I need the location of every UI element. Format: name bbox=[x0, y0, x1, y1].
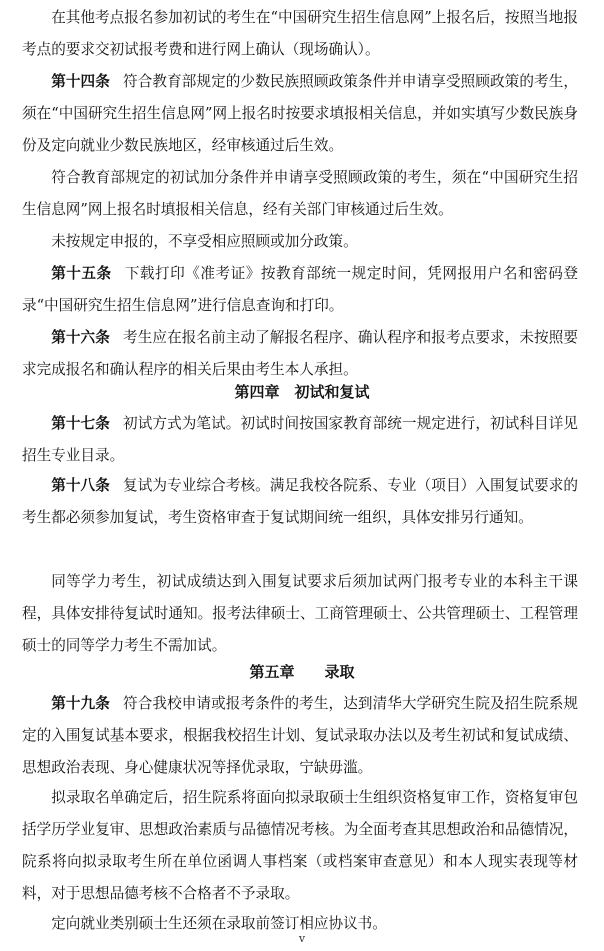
paragraph-text: 未按规定申报的，不享受相应照顾或加分政策。 bbox=[51, 233, 358, 250]
paragraph-text: 符合教育部规定的初试加分条件并申请享受照顾政策的考生，须在“中国研究生招生信息网”网上报名时填报相关信息，经有关部门审核通过后生效。 bbox=[22, 169, 578, 218]
article-number: 第十四条 bbox=[51, 73, 110, 90]
article-number: 第十六条 bbox=[51, 329, 110, 346]
chapter-5-heading: 第五章 录取 bbox=[249, 663, 355, 681]
article-number: 第十八条 bbox=[51, 477, 110, 494]
article-15 bbox=[22, 258, 578, 322]
paragraph-text: 下载打印《准考证》按教育部统一规定时间，凭网报用户名和密码登录“中国研究生招生信息网”进行信息查询和打印。 bbox=[22, 265, 578, 314]
paragraph-text: 考生应在报名前主动了解报名程序、确认程序和报考点要求，未按照要求完成报名和确认程序的相关后果由考生本人承担。 bbox=[22, 329, 578, 378]
paragraph-text: 同等学力考生，初试成绩达到入围复试要求后须加试两门报考专业的本科主干课程，具体安排待复试时通知。报考法律硕士、工商管理硕士、公共管理硕士、工程管理硕士的同等学力考生不需加试。 bbox=[22, 573, 578, 654]
page-number: v bbox=[298, 932, 306, 945]
paragraph-text: 定向就业类别硕士生还须在录取前签订相应协议书。 bbox=[51, 915, 387, 932]
paragraph-text: 拟录取名单确定后，招生院系将面向拟录取硕士生组织资格复审工作，资格复审包括学历学业复审、思想政治素质与品德情况考核。为全面考查其思想政治和品德情况，院系将向拟录取考生所在单位函调人事档案（或档案审查意见）和本人现实表现等材料，对于思想品德考核不合格者不予录取。 bbox=[22, 789, 578, 902]
article-number: 第十七条 bbox=[51, 415, 110, 432]
paragraph-text: 符合我校申请或报考条件的考生，达到清华大学研究生院及招生院系规定的入围复试基本要求，根据我校招生计划、复试录取办法以及考生初试和复试成绩、思想政治表现、身心健康状况等择优录取，宁缺毋滥。 bbox=[22, 695, 578, 776]
paragraph-qualification-review bbox=[22, 782, 578, 910]
paragraph-bonus-points bbox=[22, 162, 578, 226]
paragraph-equivalent-applicants bbox=[22, 566, 578, 662]
paragraph-text: 复试为专业综合考核。满足我校各院系、专业（项目）入围复试要求的考生都必须参加复试，考生资格审查于复试期间统一组织，具体安排另行通知。 bbox=[22, 477, 578, 526]
paragraph-registration-other-sites bbox=[22, 2, 578, 66]
article-17 bbox=[22, 408, 578, 472]
article-14 bbox=[22, 66, 578, 162]
paragraph-no-policy bbox=[22, 226, 578, 258]
paragraph-text: 初试方式为笔试。初试时间按国家教育部统一规定进行，初试科目详见招生专业目录。 bbox=[22, 415, 578, 464]
article-19 bbox=[22, 688, 578, 784]
chapter-4-heading: 第四章 初试和复试 bbox=[234, 383, 370, 401]
paragraph-text: 符合教育部规定的少数民族照顾政策条件并申请享受照顾政策的考生，须在“中国研究生招生信息网”网上报名时按要求填报相关信息，并如实填写少数民族身份及定向就业少数民族地区，经审核通过后生效。 bbox=[22, 73, 578, 154]
paragraph-text: 在其他考点报名参加初试的考生在“中国研究生招生信息网”上报名后，按照当地报考点的要求交初试报考费和进行网上确认（现场确认）。 bbox=[22, 9, 578, 58]
article-18 bbox=[22, 470, 578, 534]
article-number: 第十五条 bbox=[51, 265, 112, 282]
article-number: 第十九条 bbox=[51, 695, 110, 712]
